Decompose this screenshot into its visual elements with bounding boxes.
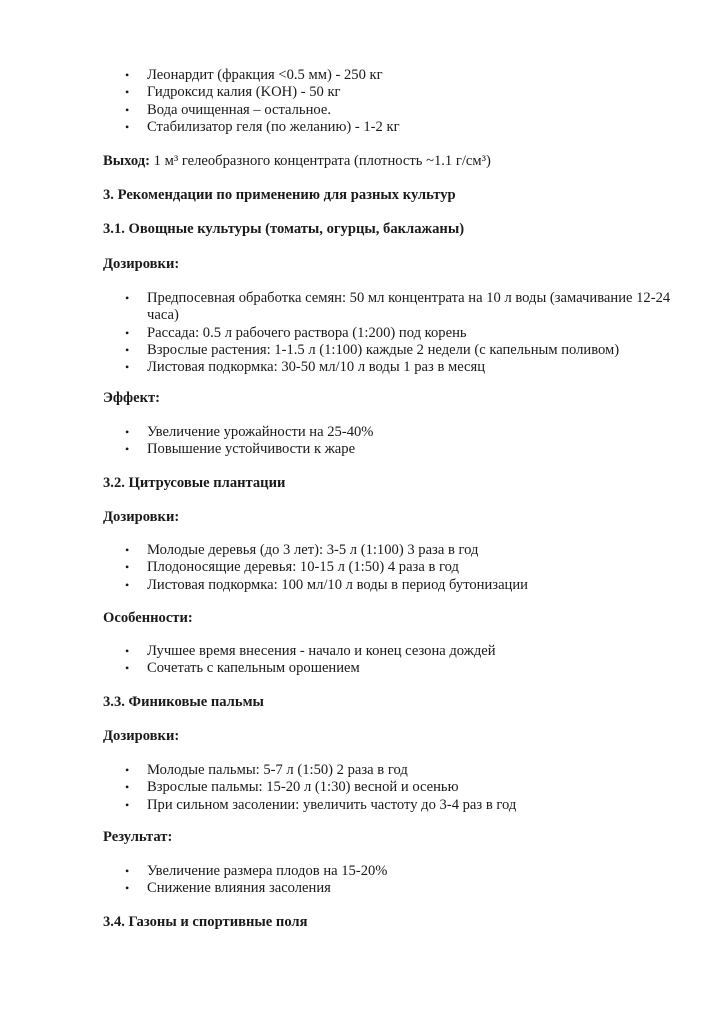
list-item: • Стабилизатор геля (по желанию) - 1-2 кг	[125, 118, 400, 135]
effect-label: Эффект:	[103, 390, 161, 406]
bullet-icon: •	[125, 543, 130, 557]
output-label: Выход:	[103, 153, 150, 169]
output-text: 1 м³ гелеобразного концентрата (плотность ~1.1 г/см³)	[150, 153, 491, 169]
bullet-icon: •	[125, 881, 130, 896]
bullet-icon: •	[125, 102, 130, 117]
list-item: • Вода очищенная – остальное.	[125, 101, 331, 118]
bullet-icon: •	[125, 119, 130, 134]
list-item: • При сильном засолении: увеличить частоту до 3-4 раз в год	[125, 796, 517, 813]
bullet-icon: •	[125, 85, 130, 100]
bullet-icon: •	[125, 577, 130, 592]
section-3-heading: 3. Рекомендации по применению для разных культур	[103, 187, 456, 203]
bullet-icon: •	[125, 864, 130, 878]
bullet-icon: •	[125, 780, 130, 795]
section-3-4-heading: 3.4. Газоны и спортивные поля	[103, 914, 308, 930]
list-item: • Взрослые растения: 1-1.5 л (1:100) каждые 2 недели (с капельным поливом)	[125, 341, 620, 358]
dosage-label: Дозировки:	[103, 509, 180, 525]
result-label: Результат:	[103, 829, 173, 845]
dosage-list	[103, 542, 673, 594]
list-item: • Молодые пальмы: 5-7 л (1:50) 2 раза в год	[125, 762, 408, 778]
list-item: • Увеличение размера плодов на 15-20%	[125, 863, 388, 879]
output-paragraph	[103, 153, 673, 170]
bullet-icon: •	[125, 68, 130, 82]
bullet-icon: •	[125, 291, 130, 305]
list-item: • Повышение устойчивости к жаре	[125, 441, 356, 458]
list-item: • Взрослые пальмы: 15-20 л (1:30) весной и осенью	[125, 779, 459, 796]
features-list	[103, 643, 673, 678]
dosage-list	[103, 290, 673, 376]
list-item: • Увеличение урожайности на 25-40%	[125, 424, 374, 440]
dosage-list	[103, 762, 673, 814]
bullet-icon: •	[125, 442, 130, 457]
bullet-icon: •	[125, 661, 130, 676]
effect-list	[103, 424, 673, 459]
list-item: • Листовая подкормка: 30-50 мл/10 л воды 1 раз в месяц	[125, 359, 486, 376]
section-3-3-heading: 3.3. Финиковые пальмы	[103, 694, 264, 710]
dosage-label: Дозировки:	[103, 728, 180, 744]
list-item: • Предпосевная обработка семян: 50 мл концентрата на 10 л воды (замачивание 12-24 часа)	[125, 290, 671, 324]
bullet-icon: •	[125, 560, 130, 575]
list-item: • Молодые деревья (до 3 лет): 3-5 л (1:100) 3 раза в год	[125, 542, 479, 558]
dosage-label: Дозировки:	[103, 256, 180, 272]
bullet-icon: •	[125, 644, 130, 658]
bullet-icon: •	[125, 325, 130, 340]
bullet-icon: •	[125, 342, 130, 357]
bullet-icon: •	[125, 797, 130, 812]
list-item: • Плодоносящие деревья: 10-15 л (1:50) 4 раза в год	[125, 559, 459, 576]
list-item: • Сочетать с капельным орошением	[125, 660, 360, 677]
composition-list	[103, 67, 673, 136]
section-3-1-heading: 3.1. Овощные культуры (томаты, огурцы, баклажаны)	[103, 221, 465, 237]
list-item: • Леонардит (фракция <0.5 мм) - 250 кг	[125, 67, 383, 83]
list-item: • Листовая подкормка: 100 мл/10 л воды в период бутонизации	[125, 576, 528, 593]
bullet-icon: •	[125, 360, 130, 375]
bullet-icon: •	[125, 425, 130, 439]
list-item: • Лучшее время внесения - начало и конец сезона дождей	[125, 643, 496, 659]
section-3-2-heading: 3.2. Цитрусовые плантации	[103, 475, 286, 491]
bullet-icon: •	[125, 763, 130, 777]
result-list	[103, 863, 673, 898]
features-label: Особенности:	[103, 610, 193, 626]
list-item: • Гидроксид калия (KOH) - 50 кг	[125, 84, 341, 101]
list-item: • Снижение влияния засоления	[125, 880, 331, 897]
list-item: • Рассада: 0.5 л рабочего раствора (1:200) под корень	[125, 324, 467, 341]
